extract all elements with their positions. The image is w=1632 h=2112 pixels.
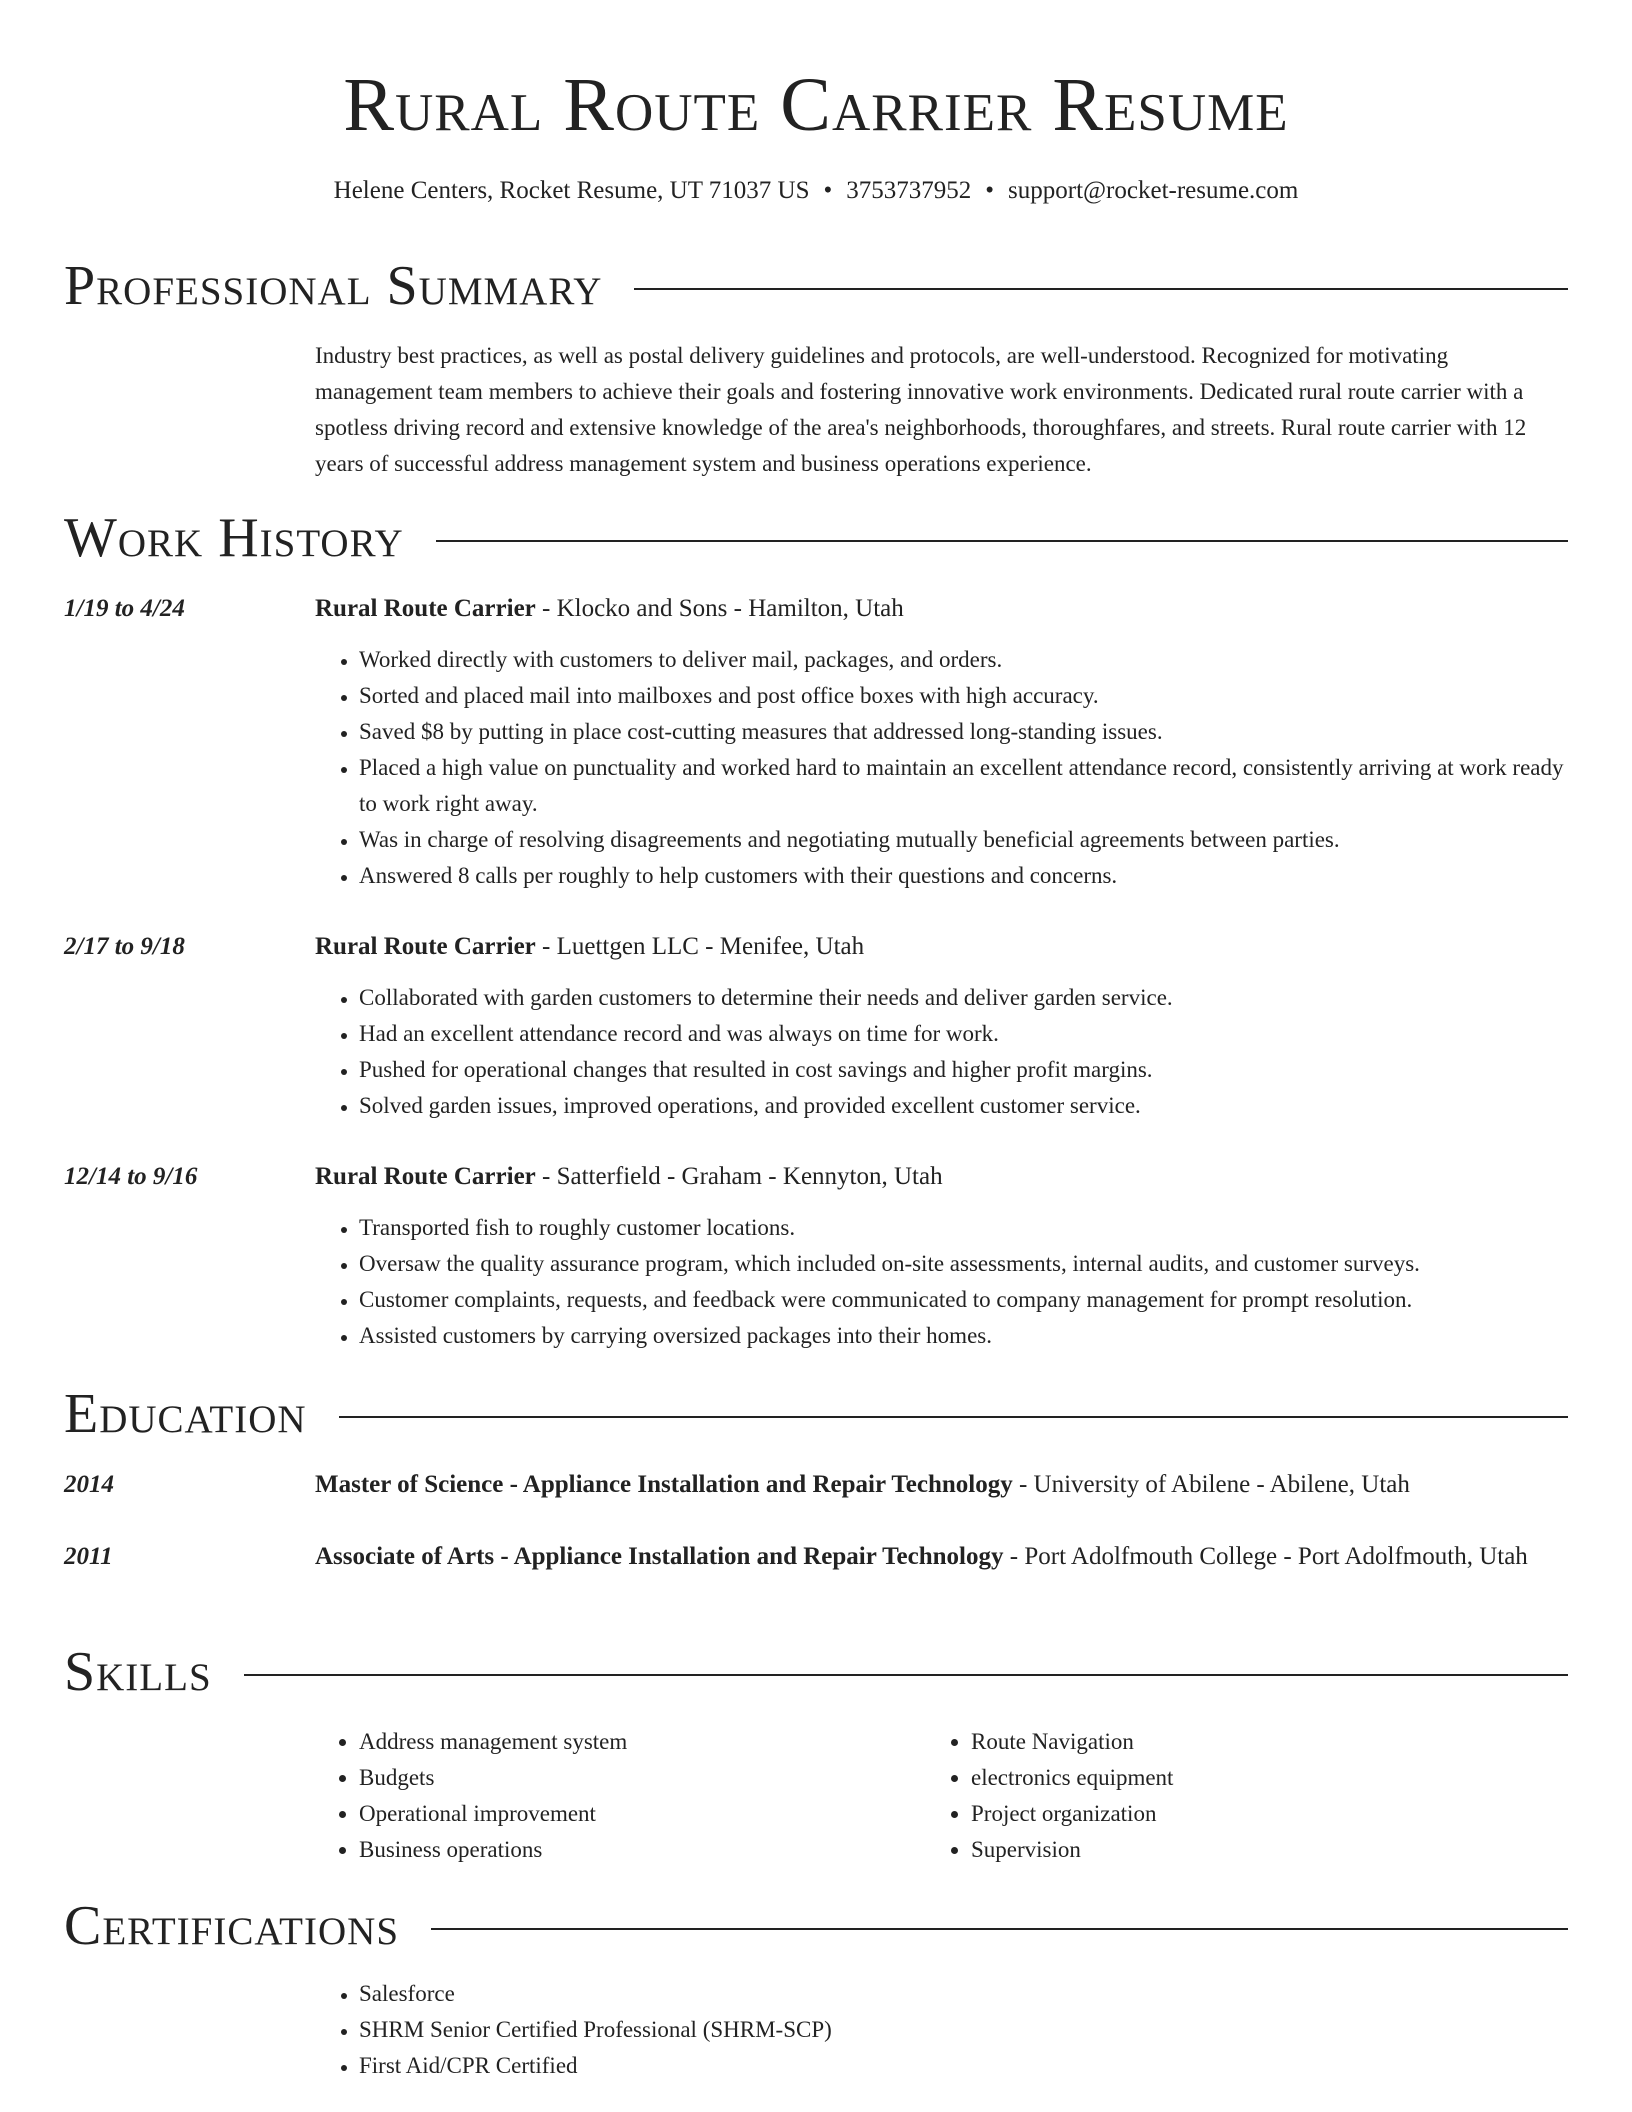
skill-item: • Business operations: [359, 1832, 915, 1868]
skill-item: • Route Navigation: [971, 1724, 1567, 1760]
skills-list-right: [927, 1724, 1567, 1868]
section-divider: [431, 1928, 1568, 1930]
section-divider: [634, 288, 1568, 290]
section-header-education: [64, 1382, 1568, 1446]
list-item: • Had an excellent attendance record and was always on time for work.: [359, 1016, 1568, 1052]
skill-item: • electronics equipment: [971, 1760, 1567, 1796]
section-title-summary: Professional Summary: [64, 255, 603, 317]
job-details: - Luettgen LLC - Menifee, Utah: [535, 933, 865, 960]
list-item: • Worked directly with customers to deliver mail, packages, and orders.: [359, 642, 1568, 678]
skill-item: • Operational improvement: [359, 1796, 915, 1832]
job-heading: [315, 928, 1568, 966]
section-header-certifications: [64, 1894, 1568, 1958]
job-dates: 2/17 to 9/18: [64, 933, 185, 960]
certification-item: • First Aid/CPR Certified: [359, 2048, 1568, 2084]
list-item: • Assisted customers by carrying oversized packages into their homes.: [359, 1318, 1568, 1354]
list-item: • Customer complaints, requests, and feedback were communicated to company management for prompt resolution.: [359, 1282, 1568, 1318]
section-divider: [339, 1416, 1568, 1418]
job-bullets: [315, 1210, 1568, 1354]
section-header-work: [64, 506, 1568, 570]
job-details: - Klocko and Sons - Hamilton, Utah: [535, 595, 904, 622]
list-item: • Collaborated with garden customers to determine their needs and deliver garden service.: [359, 980, 1568, 1016]
list-item: • Solved garden issues, improved operations, and provided excellent customer service.: [359, 1088, 1568, 1124]
job-heading: [315, 590, 1568, 628]
job-title: Rural Route Carrier: [315, 1163, 536, 1190]
education-school: - Port Adolfmouth College - Port Adolfmouth, Utah: [1003, 1543, 1528, 1570]
contact-email: support@rocket-resume.com: [1008, 177, 1299, 204]
certification-item: • Salesforce: [359, 1976, 1568, 2012]
education-degree: Associate of Arts - Appliance Installation and Repair Technology: [315, 1543, 1004, 1570]
education-entry: [315, 1538, 1568, 1576]
list-item: • Transported fish to roughly customer locations.: [359, 1210, 1568, 1246]
certifications-list: [315, 1976, 1568, 2084]
certification-item: • SHRM Senior Certified Professional (SHRM-SCP): [359, 2012, 1568, 2048]
job-dates: 12/14 to 9/16: [64, 1163, 198, 1190]
skill-item: • Budgets: [359, 1760, 915, 1796]
section-header-summary: [64, 254, 1568, 318]
section-divider: [436, 540, 1568, 542]
summary-text: Industry best practices, as well as postal delivery guidelines and protocols, are well-understood. Recognized for motivating management team members to achieve their goals and fostering innovative work environments. Dedicated rural route carrier with a spotless driving record and extensive knowledge of the area's neighborhoods, thoroughfares, and streets. Rural route carrier with 12 years of successful address management system and business operations experience.: [315, 343, 1527, 476]
skill-item: • Address management system: [359, 1724, 915, 1760]
skill-item: • Project organization: [971, 1796, 1567, 1832]
resume-title: Rural Route Carrier Resume: [343, 63, 1289, 147]
job-bullets: [315, 980, 1568, 1124]
job-heading: [315, 1158, 1568, 1196]
list-item: • Pushed for operational changes that resulted in cost savings and higher profit margins.: [359, 1052, 1568, 1088]
skills-list-left: [315, 1724, 915, 1868]
contact-phone: 3753737952: [846, 177, 972, 204]
section-title-work: Work History: [64, 507, 404, 569]
list-item: • Sorted and placed mail into mailboxes and post office boxes with high accuracy.: [359, 678, 1568, 714]
section-title-certifications: Certifications: [64, 1895, 400, 1957]
section-divider: [244, 1674, 1568, 1676]
job-title: Rural Route Carrier: [315, 933, 536, 960]
list-item: • Placed a high value on punctuality and worked hard to maintain an excellent attendance record, consistently arriving at work ready to work right away.: [359, 750, 1568, 822]
section-header-skills: [64, 1640, 1568, 1704]
section-title-education: Education: [64, 1383, 307, 1445]
education-entry: [315, 1466, 1568, 1504]
section-title-skills: Skills: [64, 1641, 212, 1703]
education-school: - University of Abilene - Abilene, Utah: [1012, 1471, 1410, 1498]
education-degree: Master of Science - Appliance Installation and Repair Technology: [315, 1471, 1013, 1498]
contact-separator: •: [823, 177, 833, 204]
job-bullets: [315, 642, 1568, 894]
job-title: Rural Route Carrier: [315, 595, 536, 622]
list-item: • Answered 8 calls per roughly to help customers with their questions and concerns.: [359, 858, 1568, 894]
contact-line: [0, 174, 1632, 208]
list-item: • Saved $8 by putting in place cost-cutting measures that addressed long-standing issues.: [359, 714, 1568, 750]
education-year: 2011: [64, 1543, 113, 1570]
list-item: • Oversaw the quality assurance program, which included on-site assessments, internal audits, and customer surveys.: [359, 1246, 1568, 1282]
contact-address: Helene Centers, Rocket Resume, UT 71037 US: [333, 177, 810, 204]
education-year: 2014: [64, 1471, 114, 1498]
job-dates: 1/19 to 4/24: [64, 595, 185, 622]
skill-item: • Supervision: [971, 1832, 1567, 1868]
contact-separator: •: [985, 177, 995, 204]
job-details: - Satterfield - Graham - Kennyton, Utah: [535, 1163, 943, 1190]
list-item: • Was in charge of resolving disagreements and negotiating mutually beneficial agreements between parties.: [359, 822, 1568, 858]
